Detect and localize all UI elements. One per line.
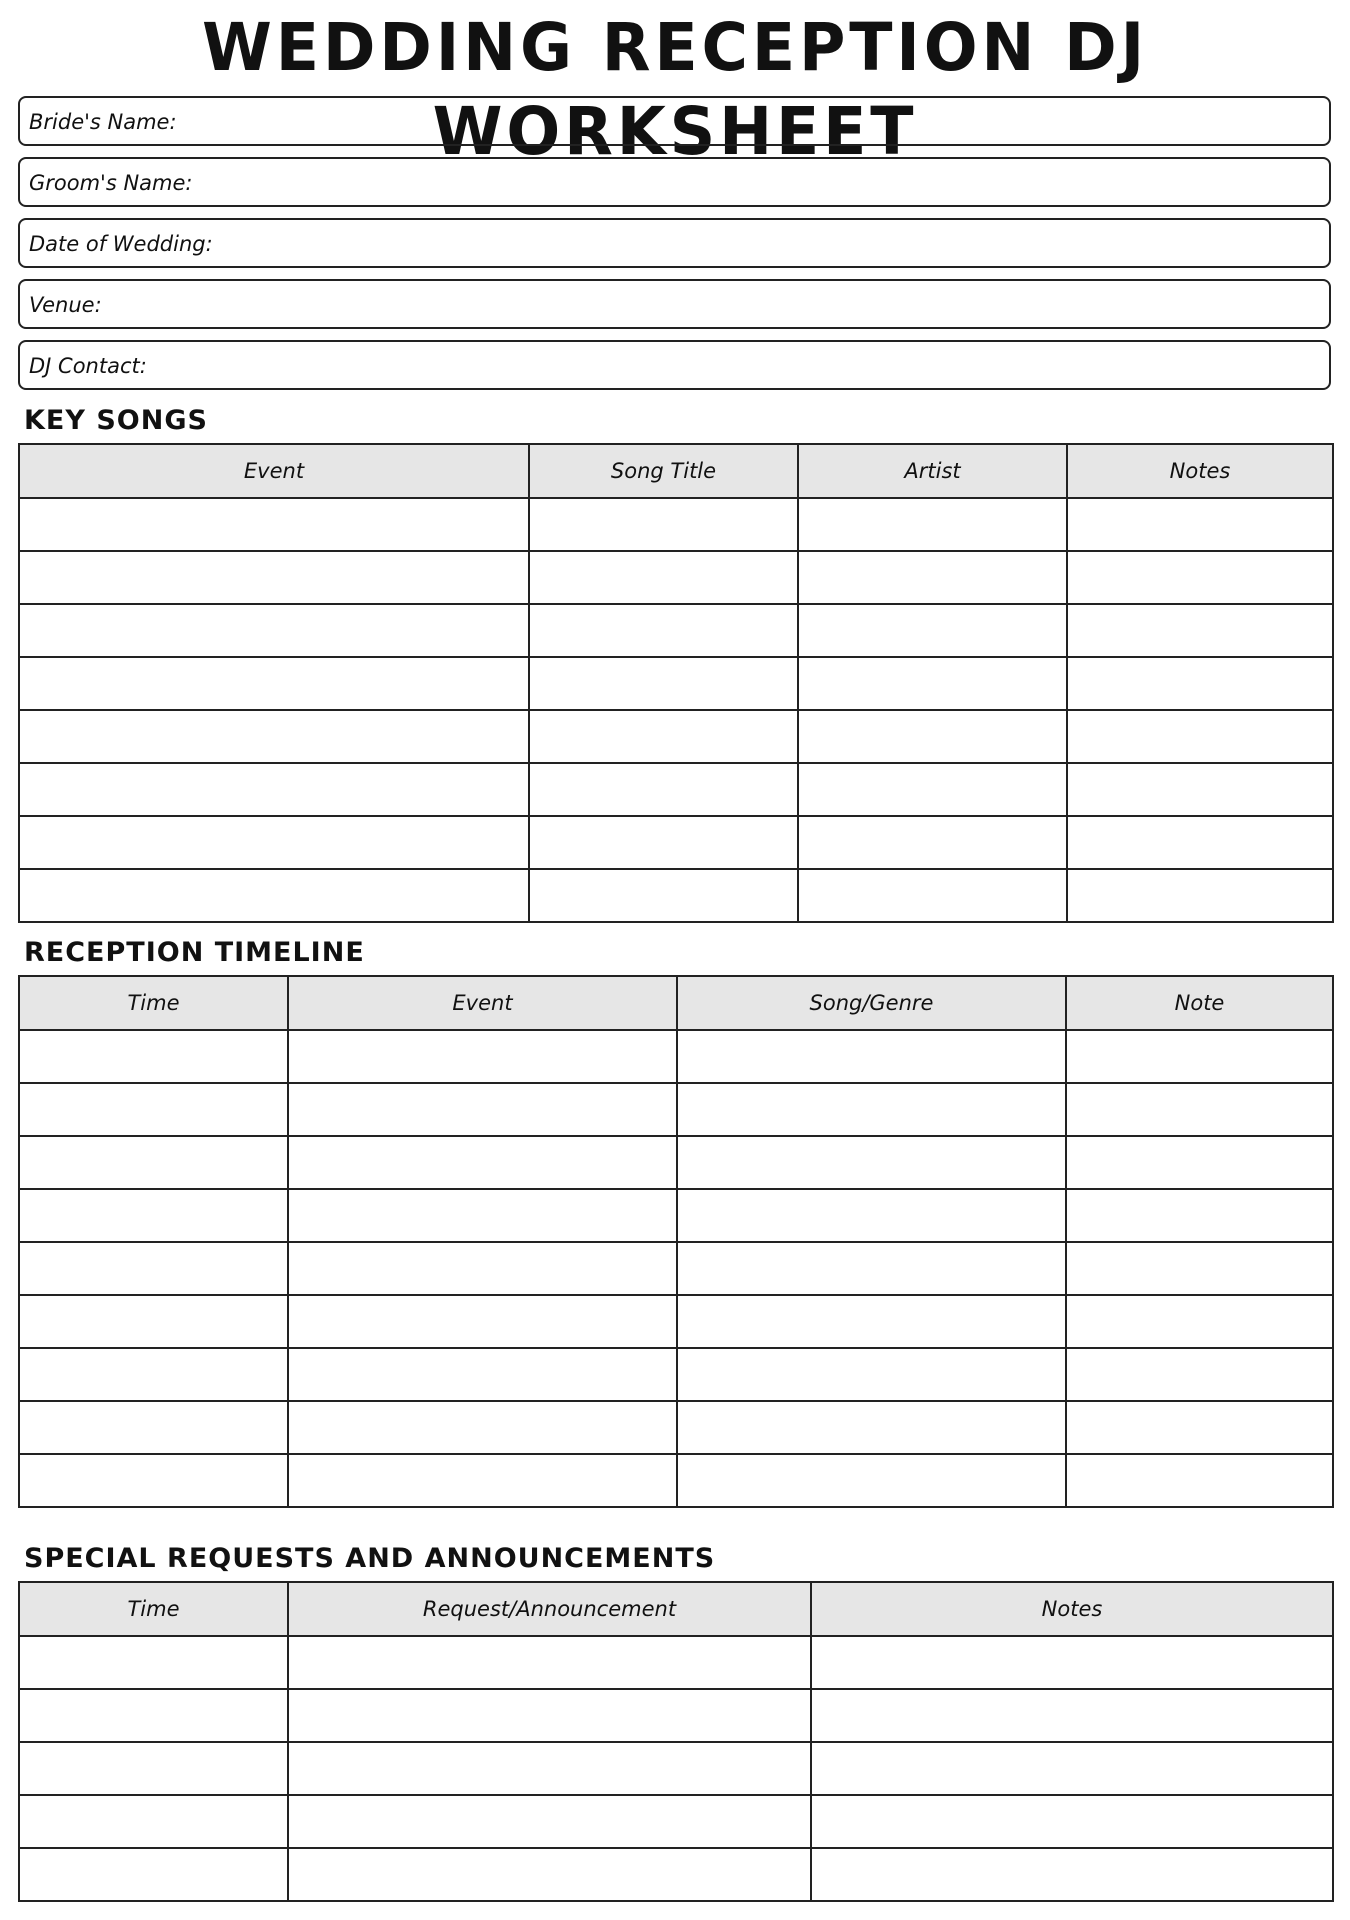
table-cell[interactable] — [529, 498, 798, 551]
timeline-col-time: Time — [19, 976, 288, 1030]
table-cell[interactable] — [19, 1189, 288, 1242]
key-songs-header-row — [19, 444, 1333, 498]
table-cell[interactable] — [677, 1242, 1066, 1295]
table-cell[interactable] — [19, 657, 529, 710]
table-cell[interactable] — [677, 1083, 1066, 1136]
table-cell[interactable] — [288, 1454, 677, 1507]
key-songs-row — [19, 604, 1333, 657]
timeline-row — [19, 1136, 1333, 1189]
key-songs-col-song-title: Song Title — [529, 444, 798, 498]
table-cell[interactable] — [1066, 1136, 1333, 1189]
table-cell[interactable] — [288, 1189, 677, 1242]
requests-col-time: Time — [19, 1582, 288, 1636]
key-songs-row — [19, 869, 1333, 922]
key-songs-row — [19, 498, 1333, 551]
table-cell[interactable] — [798, 498, 1067, 551]
timeline-row — [19, 1242, 1333, 1295]
table-cell[interactable] — [529, 710, 798, 763]
table-cell[interactable] — [677, 1454, 1066, 1507]
table-cell[interactable] — [677, 1295, 1066, 1348]
table-cell[interactable] — [19, 1454, 288, 1507]
table-cell[interactable] — [1067, 604, 1333, 657]
requests-header-row — [19, 1582, 1333, 1636]
table-cell[interactable] — [1067, 657, 1333, 710]
date-of-wedding-label: Date of Wedding: — [29, 232, 213, 256]
timeline-col-note: Note — [1066, 976, 1333, 1030]
table-cell[interactable] — [1066, 1348, 1333, 1401]
table-cell[interactable] — [1066, 1454, 1333, 1507]
table-cell[interactable] — [19, 1242, 288, 1295]
timeline-header-row — [19, 976, 1333, 1030]
timeline-col-event: Event — [288, 976, 677, 1030]
table-cell[interactable] — [798, 657, 1067, 710]
key-songs-row — [19, 816, 1333, 869]
table-cell[interactable] — [19, 710, 529, 763]
dj-contact-field[interactable] — [18, 340, 1331, 390]
key-songs-heading: KEY SONGS — [24, 405, 208, 436]
timeline-row — [19, 1189, 1333, 1242]
table-cell[interactable] — [288, 1242, 677, 1295]
reception-timeline-heading: RECEPTION TIMELINE — [24, 937, 365, 968]
requests-row — [19, 1848, 1333, 1901]
table-cell[interactable] — [529, 763, 798, 816]
table-cell[interactable] — [1067, 710, 1333, 763]
table-cell[interactable] — [19, 1689, 288, 1742]
table-cell[interactable] — [677, 1030, 1066, 1083]
requests-row — [19, 1742, 1333, 1795]
table-cell[interactable] — [1066, 1295, 1333, 1348]
table-cell[interactable] — [19, 1030, 288, 1083]
requests-col-request-announcement: Request/Announcement — [288, 1582, 811, 1636]
table-cell[interactable] — [19, 1848, 288, 1901]
table-cell[interactable] — [529, 869, 798, 922]
key-songs-col-artist: Artist — [798, 444, 1067, 498]
brides-name-field[interactable] — [18, 96, 1331, 146]
key-songs-row — [19, 657, 1333, 710]
table-cell[interactable] — [19, 1401, 288, 1454]
table-cell[interactable] — [19, 551, 529, 604]
table-cell[interactable] — [19, 1083, 288, 1136]
timeline-col-song-genre: Song/Genre — [677, 976, 1066, 1030]
special-requests-heading: SPECIAL REQUESTS AND ANNOUNCEMENTS — [24, 1543, 716, 1574]
timeline-row — [19, 1454, 1333, 1507]
requests-row — [19, 1636, 1333, 1689]
table-cell[interactable] — [288, 1401, 677, 1454]
table-cell[interactable] — [677, 1401, 1066, 1454]
table-cell[interactable] — [1066, 1083, 1333, 1136]
table-cell[interactable] — [19, 869, 529, 922]
requests-row — [19, 1689, 1333, 1742]
table-cell[interactable] — [811, 1795, 1333, 1848]
date-of-wedding-field[interactable] — [18, 218, 1331, 268]
table-cell[interactable] — [798, 763, 1067, 816]
table-cell[interactable] — [529, 816, 798, 869]
venue-field[interactable] — [18, 279, 1331, 329]
table-cell[interactable] — [1067, 763, 1333, 816]
table-cell[interactable] — [1067, 816, 1333, 869]
table-cell[interactable] — [1067, 498, 1333, 551]
table-cell[interactable] — [529, 604, 798, 657]
brides-name-label: Bride's Name: — [29, 110, 177, 134]
table-cell[interactable] — [1067, 551, 1333, 604]
table-cell[interactable] — [811, 1636, 1333, 1689]
table-cell[interactable] — [798, 869, 1067, 922]
table-cell[interactable] — [19, 763, 529, 816]
table-cell[interactable] — [798, 551, 1067, 604]
key-songs-col-event: Event — [19, 444, 529, 498]
timeline-row — [19, 1348, 1333, 1401]
table-cell[interactable] — [288, 1636, 811, 1689]
timeline-row — [19, 1083, 1333, 1136]
table-cell[interactable] — [288, 1136, 677, 1189]
table-cell[interactable] — [288, 1030, 677, 1083]
key-songs-row — [19, 710, 1333, 763]
grooms-name-field[interactable] — [18, 157, 1331, 207]
table-cell[interactable] — [19, 1136, 288, 1189]
table-cell[interactable] — [677, 1136, 1066, 1189]
table-cell[interactable] — [811, 1689, 1333, 1742]
table-cell[interactable] — [811, 1848, 1333, 1901]
key-songs-row — [19, 763, 1333, 816]
table-cell[interactable] — [1066, 1401, 1333, 1454]
page-title: WEDDING RECEPTION DJ WORKSHEET — [201, 9, 1149, 170]
table-cell[interactable] — [798, 604, 1067, 657]
timeline-row — [19, 1401, 1333, 1454]
table-cell[interactable] — [288, 1689, 811, 1742]
requests-row — [19, 1795, 1333, 1848]
table-cell[interactable] — [1066, 1242, 1333, 1295]
table-cell[interactable] — [529, 551, 798, 604]
table-cell[interactable] — [677, 1189, 1066, 1242]
table-cell[interactable] — [19, 1742, 288, 1795]
table-cell[interactable] — [19, 1348, 288, 1401]
grooms-name-label: Groom's Name: — [29, 171, 193, 195]
timeline-row — [19, 1030, 1333, 1083]
key-songs-col-notes: Notes — [1067, 444, 1333, 498]
table-cell[interactable] — [288, 1295, 677, 1348]
table-cell[interactable] — [19, 1636, 288, 1689]
table-cell[interactable] — [19, 1295, 288, 1348]
table-cell[interactable] — [1066, 1189, 1333, 1242]
table-cell[interactable] — [677, 1348, 1066, 1401]
table-cell[interactable] — [288, 1795, 811, 1848]
table-cell[interactable] — [798, 816, 1067, 869]
venue-label: Venue: — [29, 293, 102, 317]
table-cell[interactable] — [19, 816, 529, 869]
key-songs-row — [19, 551, 1333, 604]
table-cell[interactable] — [288, 1848, 811, 1901]
table-cell[interactable] — [1067, 869, 1333, 922]
table-cell[interactable] — [1066, 1030, 1333, 1083]
table-cell[interactable] — [288, 1083, 677, 1136]
table-cell[interactable] — [798, 710, 1067, 763]
key-songs-table — [18, 443, 1334, 923]
reception-timeline-table — [18, 975, 1334, 1508]
table-cell[interactable] — [529, 657, 798, 710]
table-cell[interactable] — [811, 1742, 1333, 1795]
dj-contact-label: DJ Contact: — [29, 354, 147, 378]
table-cell[interactable] — [19, 604, 529, 657]
table-cell[interactable] — [19, 498, 529, 551]
table-cell[interactable] — [19, 1795, 288, 1848]
timeline-row — [19, 1295, 1333, 1348]
requests-col-notes: Notes — [811, 1582, 1333, 1636]
special-requests-table — [18, 1581, 1334, 1902]
table-cell[interactable] — [288, 1348, 677, 1401]
table-cell[interactable] — [288, 1742, 811, 1795]
